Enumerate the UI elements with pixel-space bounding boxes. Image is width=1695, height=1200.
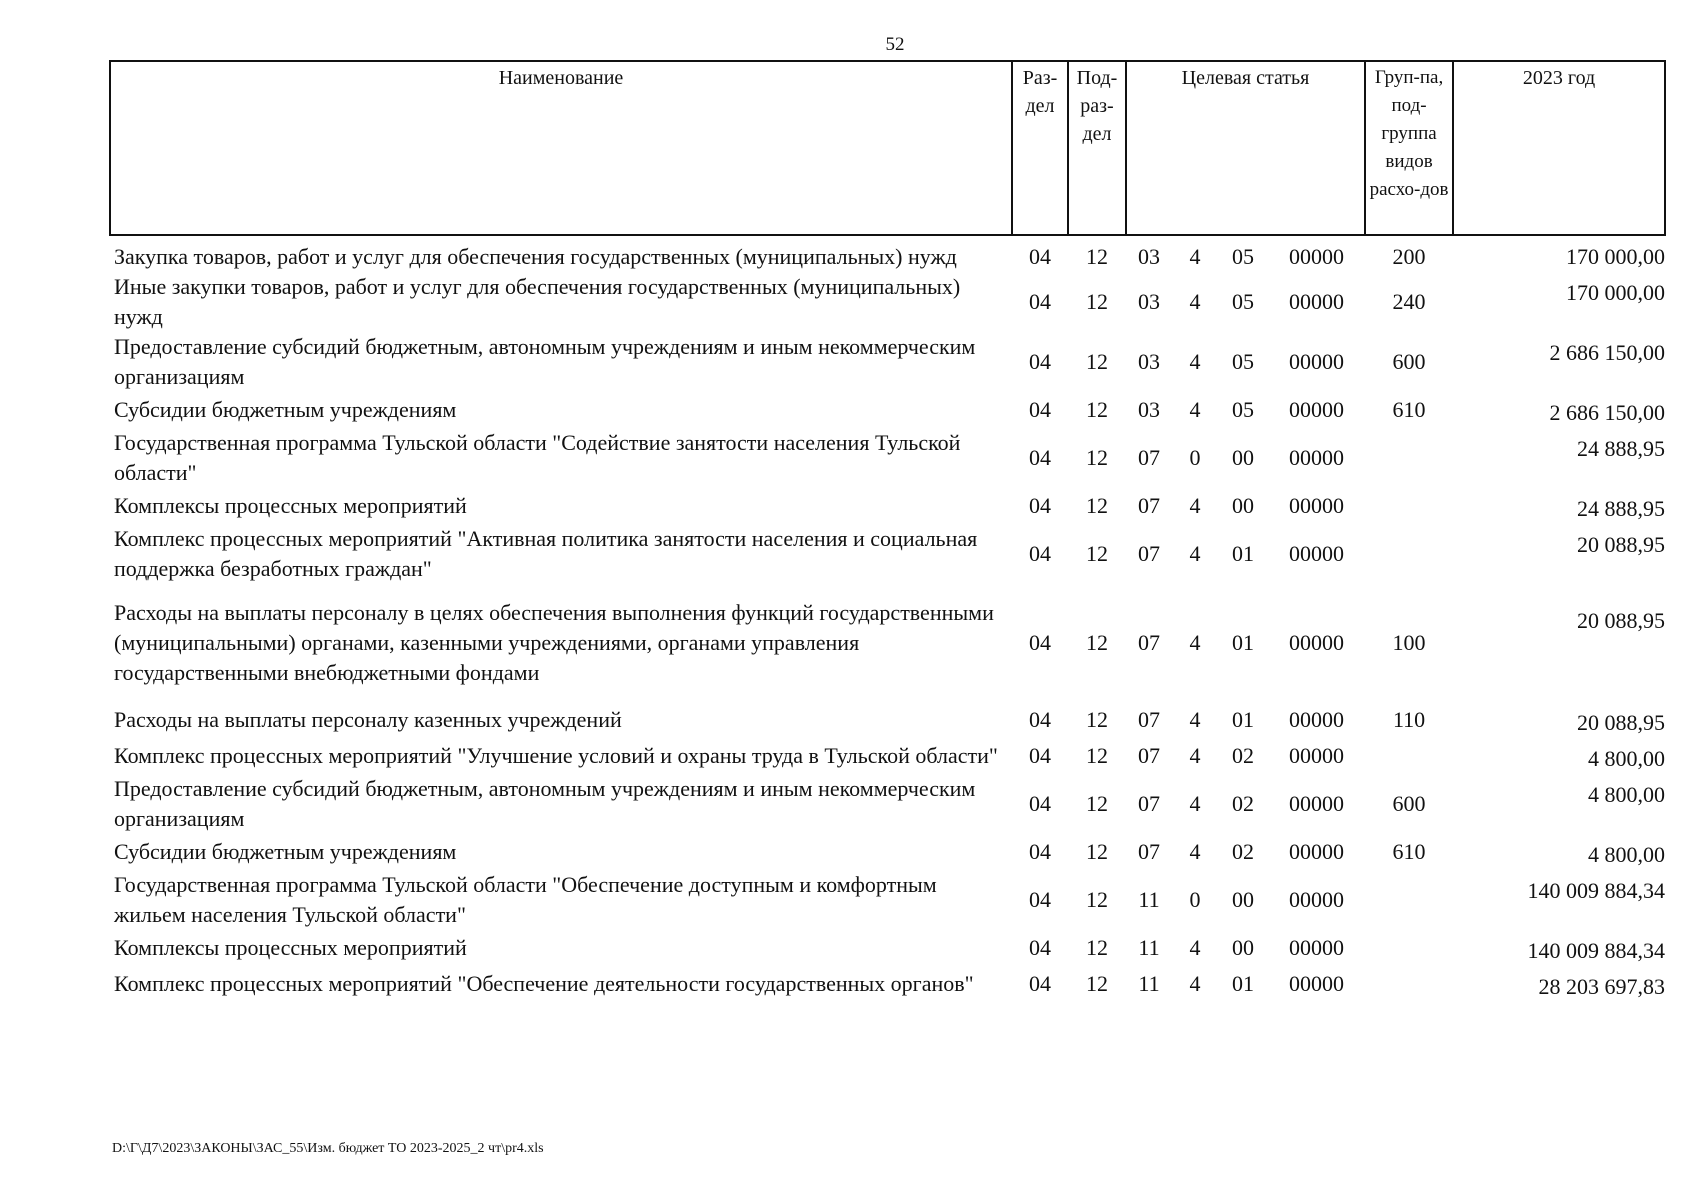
row-podrazdel: 12 xyxy=(1086,493,1108,518)
header-year: 2023 год xyxy=(1453,61,1665,235)
row-target-direction: 00000 xyxy=(1289,541,1345,566)
row-target-direction: 00000 xyxy=(1289,971,1345,996)
row-razdel: 04 xyxy=(1029,887,1051,912)
row-podrazdel: 12 xyxy=(1086,289,1108,314)
row-podrazdel: 12 xyxy=(1086,445,1108,470)
header-name: Наименование xyxy=(110,61,1012,235)
table-row xyxy=(110,392,1665,428)
row-target-type: 0 xyxy=(1189,445,1201,470)
row-target-program: 07 xyxy=(1138,743,1160,768)
row-name: Комплекс процессных мероприятий "Улучшение условий и охраны труда в Тульской области" xyxy=(114,743,998,768)
row-podrazdel: 12 xyxy=(1086,707,1108,732)
row-razdel: 04 xyxy=(1029,541,1051,566)
row-expense-group: 240 xyxy=(1392,289,1426,314)
row-razdel: 04 xyxy=(1029,289,1051,314)
table-body xyxy=(110,235,1665,1002)
row-sum-2023: 4 800,00 xyxy=(1588,842,1666,867)
row-target-type: 4 xyxy=(1189,630,1201,655)
row-razdel: 04 xyxy=(1029,791,1051,816)
row-razdel: 04 xyxy=(1029,743,1051,768)
row-target-program: 07 xyxy=(1138,707,1160,732)
header-podrazdel: Под-раз-дел xyxy=(1068,61,1126,235)
row-razdel: 04 xyxy=(1029,630,1051,655)
row-razdel: 04 xyxy=(1029,445,1051,470)
table-row xyxy=(110,870,1665,930)
row-target-direction: 00000 xyxy=(1289,445,1345,470)
row-sum-2023: 4 800,00 xyxy=(1588,782,1666,807)
table-header xyxy=(110,61,1665,235)
table-row xyxy=(110,702,1665,738)
row-target-subprogram: 01 xyxy=(1232,630,1254,655)
row-sum-2023: 170 000,00 xyxy=(1566,244,1666,269)
row-podrazdel: 12 xyxy=(1086,349,1108,374)
row-sum-2023: 170 000,00 xyxy=(1566,280,1666,305)
row-target-type: 4 xyxy=(1189,493,1201,518)
row-target-subprogram: 05 xyxy=(1232,244,1254,269)
row-name: Иные закупки товаров, работ и услуг для обеспечения государственных (муниципальных) нужд xyxy=(114,274,961,329)
row-target-subprogram: 02 xyxy=(1232,839,1254,864)
row-razdel: 04 xyxy=(1029,493,1051,518)
row-expense-group xyxy=(1365,966,1453,1002)
row-target-type: 4 xyxy=(1189,707,1201,732)
row-target-direction: 00000 xyxy=(1289,791,1345,816)
footer-file-path: D:\Г\Д7\2023\ЗАКОНЫ\ЗАС_55\Изм. бюджет ТО 2023-2025_2 чт\pr4.xls xyxy=(112,1141,544,1156)
row-target-type: 4 xyxy=(1189,971,1201,996)
row-target-subprogram: 05 xyxy=(1232,349,1254,374)
row-sum-2023: 20 088,95 xyxy=(1577,608,1666,633)
row-razdel: 04 xyxy=(1029,971,1051,996)
row-target-subprogram: 05 xyxy=(1232,289,1254,314)
row-name: Закупка товаров, работ и услуг для обеспечения государственных (муниципальных) нужд xyxy=(114,244,957,269)
row-sum-2023: 24 888,95 xyxy=(1577,496,1666,521)
row-razdel: 04 xyxy=(1029,839,1051,864)
row-sum-2023: 24 888,95 xyxy=(1577,436,1666,461)
row-expense-group: 110 xyxy=(1392,707,1426,732)
row-expense-group xyxy=(1365,524,1453,584)
row-target-type: 4 xyxy=(1189,244,1201,269)
row-sum-2023: 4 800,00 xyxy=(1588,746,1666,771)
row-target-subprogram: 01 xyxy=(1232,971,1254,996)
row-target-program: 07 xyxy=(1138,493,1160,518)
table-row xyxy=(110,428,1665,488)
row-target-subprogram: 05 xyxy=(1232,397,1254,422)
row-sum-2023: 2 686 150,00 xyxy=(1549,400,1666,425)
header-target: Целевая статья xyxy=(1126,61,1365,235)
row-razdel: 04 xyxy=(1029,707,1051,732)
row-target-direction: 00000 xyxy=(1289,493,1345,518)
row-target-type: 4 xyxy=(1189,791,1201,816)
row-target-program: 07 xyxy=(1138,541,1160,566)
table-row xyxy=(110,272,1665,332)
row-target-subprogram: 01 xyxy=(1232,707,1254,732)
row-target-type: 4 xyxy=(1189,935,1201,960)
row-target-type: 4 xyxy=(1189,541,1201,566)
row-sum-2023: 20 088,95 xyxy=(1577,710,1666,735)
row-name: Предоставление субсидий бюджетным, автономным учреждениям и иным некоммерческим организациям xyxy=(114,776,976,831)
page-number: 52 xyxy=(885,34,905,55)
row-sum-2023: 140 009 884,34 xyxy=(1527,938,1666,963)
row-target-subprogram: 01 xyxy=(1232,541,1254,566)
row-name: Комплекс процессных мероприятий "Обеспечение деятельности государственных органов" xyxy=(114,971,974,996)
row-target-direction: 00000 xyxy=(1289,887,1345,912)
row-target-type: 4 xyxy=(1189,839,1201,864)
row-podrazdel: 12 xyxy=(1086,541,1108,566)
row-podrazdel: 12 xyxy=(1086,887,1108,912)
row-target-subprogram: 00 xyxy=(1232,493,1254,518)
row-target-subprogram: 00 xyxy=(1232,935,1254,960)
row-target-subprogram: 00 xyxy=(1232,445,1254,470)
row-razdel: 04 xyxy=(1029,349,1051,374)
row-target-type: 0 xyxy=(1189,887,1201,912)
row-podrazdel: 12 xyxy=(1086,630,1108,655)
header-razdel: Раз-дел xyxy=(1012,61,1068,235)
row-podrazdel: 12 xyxy=(1086,971,1108,996)
row-target-direction: 00000 xyxy=(1289,743,1345,768)
row-expense-group: 610 xyxy=(1392,839,1426,864)
row-expense-group: 200 xyxy=(1392,244,1426,269)
row-target-program: 07 xyxy=(1138,839,1160,864)
row-target-program: 03 xyxy=(1138,349,1160,374)
row-target-type: 4 xyxy=(1189,743,1201,768)
row-podrazdel: 12 xyxy=(1086,244,1108,269)
row-name: Субсидии бюджетным учреждениям xyxy=(114,839,457,864)
row-name: Комплексы процессных мероприятий xyxy=(114,935,467,960)
row-name: Комплексы процессных мероприятий xyxy=(114,493,467,518)
row-expense-group: 600 xyxy=(1392,349,1426,374)
table-row xyxy=(110,834,1665,870)
row-target-subprogram: 00 xyxy=(1232,887,1254,912)
row-target-direction: 00000 xyxy=(1289,935,1345,960)
row-expense-group xyxy=(1365,870,1453,930)
table-row xyxy=(110,584,1665,702)
row-sum-2023: 20 088,95 xyxy=(1577,532,1666,557)
table-row xyxy=(110,524,1665,584)
row-expense-group xyxy=(1365,488,1453,524)
row-target-direction: 00000 xyxy=(1289,839,1345,864)
row-name: Субсидии бюджетным учреждениям xyxy=(114,397,457,422)
row-podrazdel: 12 xyxy=(1086,935,1108,960)
row-expense-group: 100 xyxy=(1392,630,1426,655)
row-target-program: 11 xyxy=(1138,935,1160,960)
row-target-type: 4 xyxy=(1189,349,1201,374)
row-target-direction: 00000 xyxy=(1289,349,1345,374)
row-target-program: 07 xyxy=(1138,630,1160,655)
row-razdel: 04 xyxy=(1029,244,1051,269)
row-podrazdel: 12 xyxy=(1086,791,1108,816)
row-podrazdel: 12 xyxy=(1086,397,1108,422)
row-expense-group: 610 xyxy=(1392,397,1426,422)
row-target-direction: 00000 xyxy=(1289,630,1345,655)
row-target-subprogram: 02 xyxy=(1232,791,1254,816)
row-name: Государственная программа Тульской области "Обеспечение доступным и комфортным жильем населения Тульской области" xyxy=(114,872,937,927)
row-name: Комплекс процессных мероприятий "Активная политика занятости населения и социальная поддержка безработных граждан" xyxy=(114,526,978,581)
row-target-program: 11 xyxy=(1138,887,1160,912)
row-expense-group xyxy=(1365,428,1453,488)
budget-table xyxy=(109,60,1666,1002)
row-target-program: 11 xyxy=(1138,971,1160,996)
header-group: Груп-па, под-группа видов расхо-дов xyxy=(1365,61,1453,235)
row-target-subprogram: 02 xyxy=(1232,743,1254,768)
row-expense-group: 600 xyxy=(1392,791,1426,816)
row-sum-2023: 2 686 150,00 xyxy=(1549,340,1666,365)
row-sum-2023: 140 009 884,34 xyxy=(1527,878,1666,903)
row-target-type: 4 xyxy=(1189,397,1201,422)
row-razdel: 04 xyxy=(1029,935,1051,960)
table-row xyxy=(110,488,1665,524)
table-row xyxy=(110,235,1665,272)
row-expense-group xyxy=(1365,738,1453,774)
row-podrazdel: 12 xyxy=(1086,743,1108,768)
row-target-program: 03 xyxy=(1138,289,1160,314)
table-row xyxy=(110,738,1665,774)
row-target-program: 07 xyxy=(1138,445,1160,470)
row-target-type: 4 xyxy=(1189,289,1201,314)
row-name: Предоставление субсидий бюджетным, автономным учреждениям и иным некоммерческим организациям xyxy=(114,334,976,389)
row-target-direction: 00000 xyxy=(1289,289,1345,314)
row-name: Расходы на выплаты персоналу в целях обеспечения выполнения функций государственными (муниципальными) органами, казенными учреждениями, органами управления государственными внебюджетными фондами xyxy=(114,600,994,685)
row-target-direction: 00000 xyxy=(1289,397,1345,422)
row-target-program: 03 xyxy=(1138,397,1160,422)
table-row xyxy=(110,966,1665,1002)
table-row xyxy=(110,930,1665,966)
row-expense-group xyxy=(1365,930,1453,966)
row-name: Государственная программа Тульской области "Содействие занятости населения Тульской области" xyxy=(114,430,961,485)
row-sum-2023: 28 203 697,83 xyxy=(1538,974,1666,999)
table-row xyxy=(110,774,1665,834)
row-podrazdel: 12 xyxy=(1086,839,1108,864)
row-target-direction: 00000 xyxy=(1289,707,1345,732)
row-target-direction: 00000 xyxy=(1289,244,1345,269)
row-razdel: 04 xyxy=(1029,397,1051,422)
table-row xyxy=(110,332,1665,392)
row-name: Расходы на выплаты персоналу казенных учреждений xyxy=(114,707,622,732)
row-target-program: 07 xyxy=(1138,791,1160,816)
row-target-program: 03 xyxy=(1138,244,1160,269)
